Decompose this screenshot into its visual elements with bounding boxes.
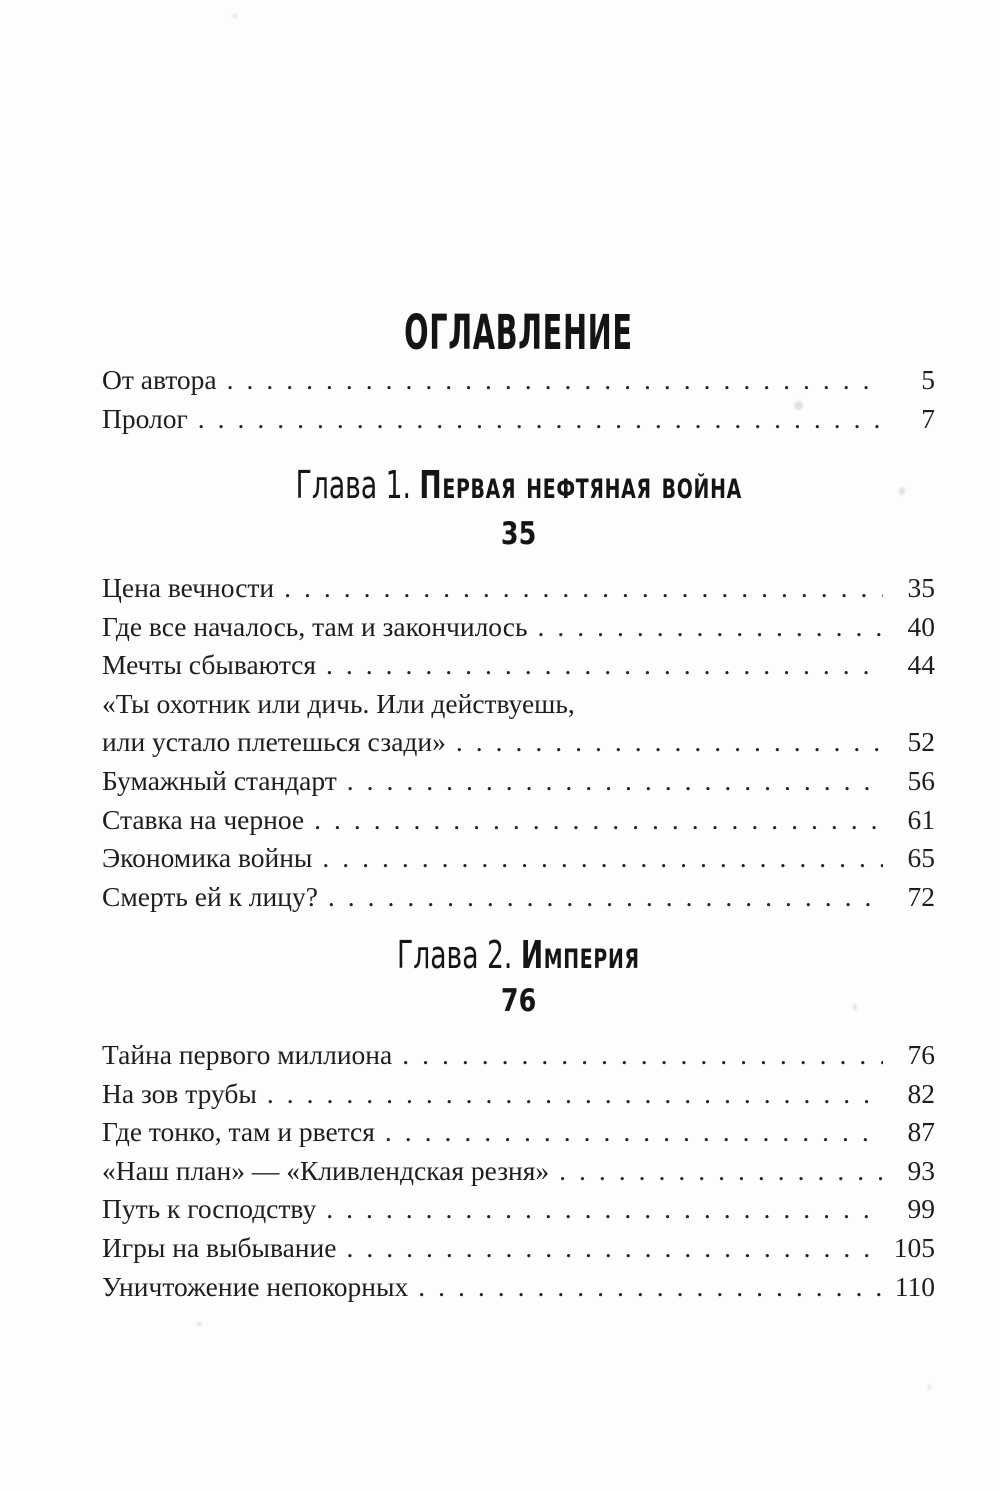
dot-leader	[314, 801, 883, 840]
toc-entry-title: Мечты сбываются	[102, 649, 317, 681]
toc-entry-row	[102, 1036, 935, 1075]
toc-entry-page-number: 72	[907, 880, 935, 912]
chapter-1-start-page	[102, 516, 935, 555]
chapter-1-heading	[102, 463, 935, 512]
toc-entry-row	[102, 569, 935, 608]
toc-entry-row	[102, 1113, 935, 1152]
scan-artifact	[197, 1322, 202, 1326]
chapter-2-start-page	[102, 983, 935, 1022]
dot-leader	[326, 646, 883, 685]
toc-entry-title: Игры на выбывание	[102, 1231, 337, 1263]
dot-leader	[227, 361, 883, 400]
dot-leader	[346, 1229, 883, 1268]
toc-entry-page-number: 52	[907, 726, 935, 758]
toc-entry-page-number: 110	[894, 1270, 935, 1302]
scan-artifact	[899, 487, 905, 495]
toc-entry-title: Цена вечности	[102, 572, 275, 603]
chapter-1-label: Глава 1.	[295, 463, 411, 507]
dot-leader	[326, 1190, 883, 1229]
toc-entry-row	[102, 1190, 935, 1229]
chapter-1-heading-text	[295, 463, 742, 507]
toc-entry-row	[102, 608, 935, 647]
toc-entry-page-number: 65	[907, 842, 935, 874]
toc-entry-page-number: 5	[921, 364, 935, 395]
toc-entry-title: Где все началось, там и закончилось	[102, 610, 528, 642]
toc-entry-page-number: 56	[907, 764, 935, 796]
chapter-2-label: Глава 2.	[397, 933, 513, 977]
scan-artifact	[853, 1004, 857, 1010]
toc-entry-title: Тайна первого миллиона	[102, 1039, 393, 1070]
toc-entry-title: «Наш план» — «Кливлендская резня»	[102, 1154, 550, 1186]
toc-preamble-list	[102, 361, 935, 438]
toc-entry-row	[102, 646, 935, 685]
toc-entry-title: или устало плетешься сзади»	[102, 726, 446, 758]
toc-entry-title: Пролог	[102, 402, 188, 434]
dot-leader	[198, 400, 883, 439]
chapter-2-start-page-number: 76	[500, 983, 537, 1019]
toc-entry-row	[102, 400, 935, 439]
toc-entry-page-number: 44	[907, 649, 935, 681]
dot-leader	[267, 1075, 883, 1114]
toc-entry-title: Экономика войны	[102, 842, 313, 874]
toc-entry-title: От автора	[102, 364, 217, 395]
chapter-1-title: Первая нефтяная война	[419, 463, 742, 507]
toc-entry-title: Ставка на черное	[102, 803, 305, 835]
dot-leader	[456, 723, 883, 762]
toc-entry-page-number: 93	[907, 1154, 935, 1186]
chapter-2-title: Империя	[520, 933, 640, 977]
chapter-2-heading	[102, 933, 935, 982]
chapter-2-section	[102, 933, 935, 1306]
dot-leader	[385, 1113, 883, 1152]
toc-text-block	[102, 0, 935, 1492]
toc-entry-page-number: 61	[907, 803, 935, 835]
toc-entry-title: Уничтожение непокорных	[102, 1270, 409, 1302]
toc-entry-page-number: 99	[907, 1193, 935, 1225]
toc-entry-row	[102, 1229, 935, 1268]
dot-leader	[559, 1152, 883, 1191]
dot-leader	[284, 569, 883, 608]
toc-entry-row	[102, 361, 935, 400]
toc-entry-title: «Ты охотник или дичь. Или действуешь,	[102, 687, 575, 719]
scan-artifact	[794, 401, 803, 410]
dot-leader	[322, 839, 883, 878]
toc-entry-row	[102, 762, 935, 801]
dot-leader	[402, 1036, 883, 1075]
chapter-2-heading-text	[397, 933, 640, 977]
toc-entry-row	[102, 685, 935, 724]
dot-leader	[538, 608, 884, 647]
dot-leader	[328, 878, 883, 917]
toc-entry-row	[102, 1152, 935, 1191]
toc-entry-page-number: 76	[907, 1039, 935, 1070]
page-title-text: ОГЛАВЛЕНИЕ	[404, 305, 633, 361]
toc-entry-page-number: 7	[921, 402, 935, 434]
page-title	[102, 305, 935, 361]
toc-entry-row	[102, 839, 935, 878]
toc-entry-title: Бумажный стандарт	[102, 764, 337, 796]
toc-entry-row	[102, 1268, 935, 1307]
toc-entry-row	[102, 878, 935, 917]
toc-entry-row	[102, 723, 935, 762]
chapter-1-section	[102, 463, 935, 916]
toc-entry-page-number: 35	[907, 572, 935, 603]
dot-leader	[347, 762, 883, 801]
toc-entry-title: На зов трубы	[102, 1077, 257, 1109]
chapter-1-start-page-number: 35	[500, 516, 537, 552]
chapter-1-entry-list	[102, 569, 935, 916]
scan-artifact	[233, 14, 237, 18]
toc-entry-row	[102, 801, 935, 840]
toc-entry-title: Путь к господству	[102, 1193, 317, 1225]
toc-entry-page-number: 82	[907, 1077, 935, 1109]
toc-entry-page-number: 87	[907, 1116, 935, 1148]
toc-entry-page-number: 105	[893, 1231, 935, 1263]
dot-leader	[418, 1268, 883, 1307]
toc-entry-row	[102, 1075, 935, 1114]
toc-entry-page-number: 40	[907, 610, 935, 642]
toc-entry-title: Где тонко, там и рвется	[102, 1116, 375, 1148]
scan-artifact	[928, 1385, 931, 1390]
chapter-2-entry-list	[102, 1036, 935, 1306]
toc-entry-title: Смерть ей к лицу?	[102, 880, 318, 912]
